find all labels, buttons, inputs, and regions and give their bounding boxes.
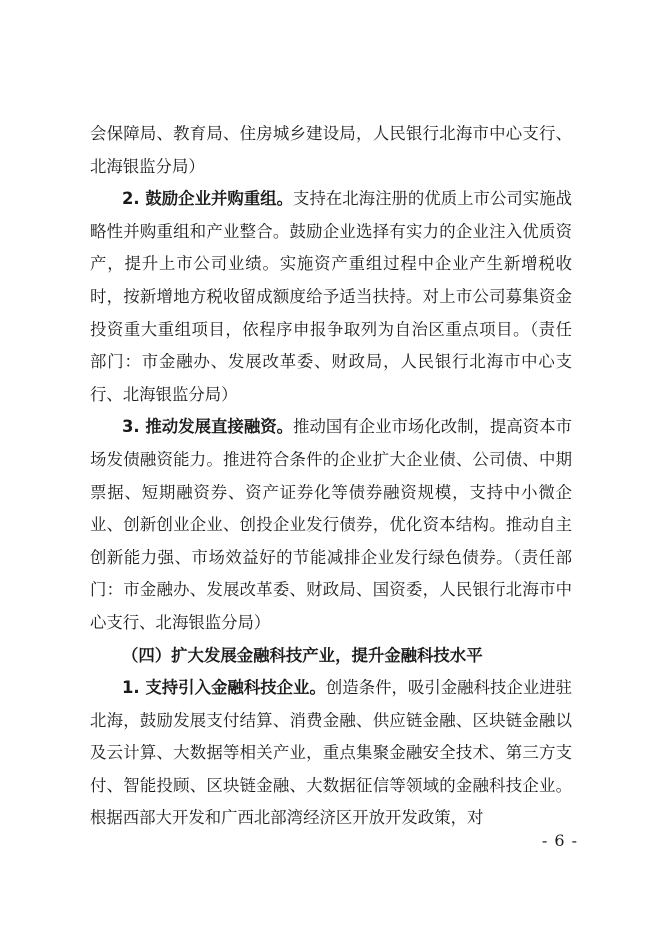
section-heading: （四）扩大发展金融科技产业，提升金融科技水平 — [122, 645, 483, 665]
paragraph-heading: 1. 支持引入金融科技企业。 — [122, 678, 326, 698]
paragraph-text: 创造条件，吸引金融科技企业进驻北海，鼓励发展支付结算、消费金融、供应链金融、区块链金融以及云计算、大数据等相关产业，重点集聚金融安全技术、第三方支付、智能投顾、区块链金融、大数据征信等领域的金融科技企业。根据西部大开发和广西北部湾经济区开放开发政策，对 — [90, 678, 573, 828]
document-body — [90, 118, 572, 835]
paragraph-text: 会保障局、教育局、住房城乡建设局，人民银行北海市中心支行、北海银监分局） — [90, 124, 572, 176]
paragraph-direct-financing — [90, 411, 572, 639]
page-number: - 6 - — [541, 831, 578, 850]
paragraph-heading: 3. 推动发展直接融资。 — [122, 417, 294, 437]
paragraph-text: 推动国有企业市场化改制，提高资本市场发债融资能力。推进符合条件的企业扩大企业债、公司债、中期票据、短期融资券、资产证券化等债券融资规模，支持中小微企业、创新创业企业、创投企业发行债券，优化资本结构。推动自主创新能力强、市场效益好的节能减排企业发行绿色债券。（责任部门：市金融办、发展改革委、财政局、国资委，人民银行北海市中心支行、北海银监分局） — [90, 417, 572, 632]
paragraph-continuation — [90, 118, 572, 183]
paragraph-text: 支持在北海注册的优质上市公司实施战略性并购重组和产业整合。鼓励企业选择有实力的企业注入优质资产，提升上市公司业绩。实施资产重组过程中企业产生新增税收时，按新增地方税收留成额度给予适当扶持。对上市公司募集资金投资重大重组项目，依程序申报争取列为自治区重点项目。（责任部门：市金融办、发展改革委、财政局，人民银行北海市中心支行、北海银监分局） — [90, 189, 572, 404]
paragraph-fintech-companies — [90, 672, 572, 835]
paragraph-merger-restructuring — [90, 183, 572, 411]
paragraph-heading: 2. 鼓励企业并购重组。 — [122, 189, 294, 209]
